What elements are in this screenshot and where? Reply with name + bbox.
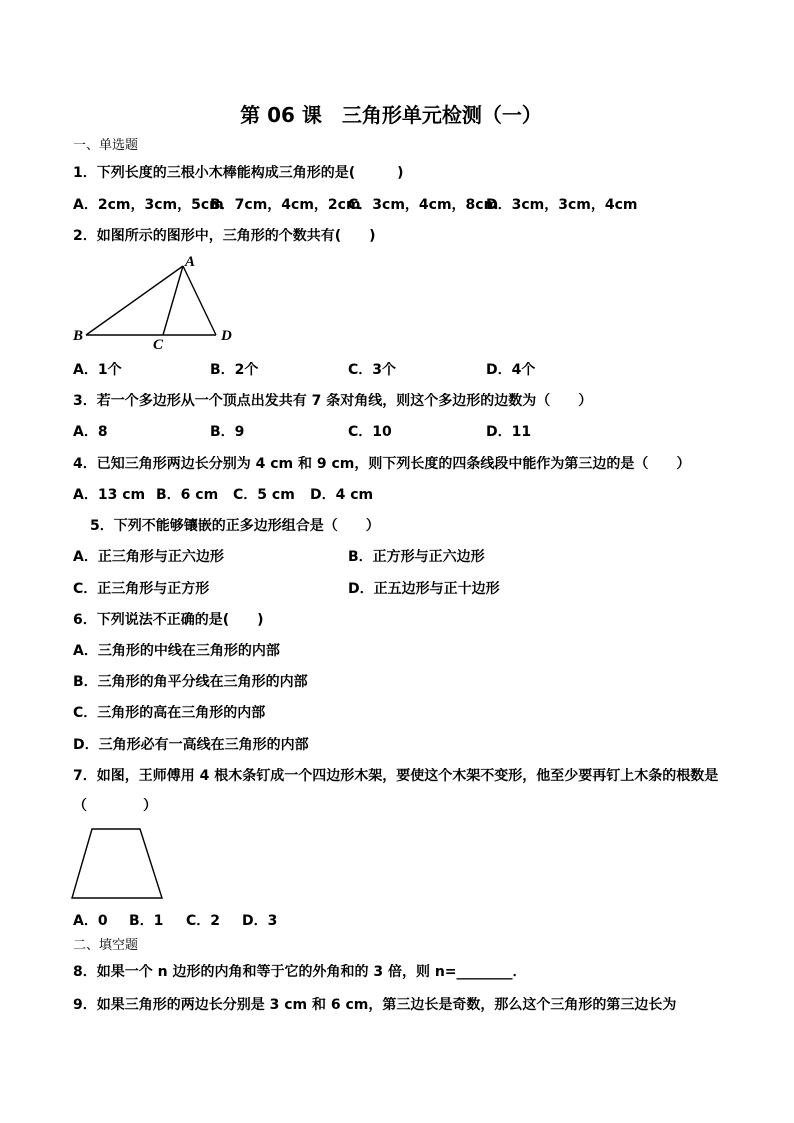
question-3-option-c: C．10: [348, 424, 392, 440]
question-1-option-d: D．3cm，3cm，4cm: [486, 197, 638, 213]
question-9-stem: 9．如果三角形的两边长分别是 3 cm 和 6 cm，第三边长是奇数，那么这个三角形的第三边长为: [73, 997, 677, 1013]
question-6-option-a: A．三角形的中线在三角形的内部: [73, 643, 280, 659]
question-4-stem: 4．已知三角形两边长分别为 4 cm 和 9 cm，则下列长度的四条线段中能作为第三边的是（ ）: [73, 456, 691, 472]
question-1-option-b: B．7cm，4cm，2cm: [210, 197, 361, 213]
question-4-option-b: B．6 cm: [156, 487, 219, 503]
question-3-option-b: B．9: [210, 424, 245, 440]
question-5-option-b: B．正方形与正六边形: [348, 549, 485, 565]
segment-ac: [163, 266, 183, 335]
question-7-option-b: B．1: [129, 913, 164, 929]
question-2-option-a: A．1个: [73, 362, 122, 378]
question-7-option-d: D．3: [242, 913, 278, 929]
question-3-option-a: A．8: [73, 424, 108, 440]
question-2-stem: 2．如图所示的图形中，三角形的个数共有( ): [73, 228, 376, 244]
question-6-option-d: D．三角形必有一高线在三角形的内部: [73, 737, 309, 753]
question-1-option-a: A．2cm，3cm，5cm: [73, 197, 224, 213]
question-5-stem: 5．下列不能够镶嵌的正多边形组合是（ ）: [90, 518, 380, 534]
trapezoid-shape: [72, 829, 162, 898]
segment-ba: [86, 266, 183, 335]
question-5-option-d: D．正五边形与正十边形: [348, 581, 500, 597]
question-4-option-d: D．4 cm: [310, 487, 374, 503]
question-2-option-c: C．3个: [348, 362, 397, 378]
question-7-stem: 7．如图，王师傅用 4 根木条钉成一个四边形木架，要使这个木架不变形，他至少要再钉上木条的根数是: [73, 768, 719, 784]
question-6-option-c: C．三角形的高在三角形的内部: [73, 705, 266, 721]
question-5-option-a: A．正三角形与正六边形: [73, 549, 224, 565]
question-5-option-c: C．正三角形与正方形: [73, 581, 210, 597]
segment-ad: [183, 266, 216, 335]
question-7-option-a: A．0: [73, 913, 108, 929]
question-1-option-c: C．3cm，4cm，8cm: [348, 197, 499, 213]
question-1-stem: 1．下列长度的三根小木棒能构成三角形的是( ): [73, 165, 404, 181]
question-2-option-b: B．2个: [210, 362, 259, 378]
question-8-stem: 8．如果一个 n 边形的内角和等于它的外角和的 3 倍，则 n=________．: [73, 964, 527, 980]
vertex-label-a: A: [185, 254, 196, 270]
vertex-label-c: C: [153, 337, 164, 353]
question-2-option-d: D．4个: [486, 362, 536, 378]
question-4-option-a: A．13 cm: [73, 487, 146, 503]
page-title: 第 06 课 三角形单元检测（一）: [240, 103, 542, 127]
section-heading-fill-blank: 二、填空题: [73, 938, 139, 953]
question-7-answer-parentheses: （ ）: [73, 798, 157, 814]
vertex-label-b: B: [73, 328, 84, 344]
section-heading-single-choice: 一、单选题: [73, 138, 139, 153]
question-7-option-c: C．2: [186, 913, 221, 929]
question-4-option-c: C．5 cm: [233, 487, 295, 503]
vertex-label-d: D: [221, 328, 232, 344]
question-6-option-b: B．三角形的角平分线在三角形的内部: [73, 674, 308, 690]
triangle-figure: [70, 250, 240, 355]
question-3-option-d: D．11: [486, 424, 532, 440]
trapezoid-frame-figure: [65, 822, 170, 906]
question-3-stem: 3．若一个多边形从一个顶点出发共有 7 条对角线，则这个多边形的边数为（ ）: [73, 393, 593, 409]
question-6-stem: 6．下列说法不正确的是( ): [73, 612, 264, 628]
